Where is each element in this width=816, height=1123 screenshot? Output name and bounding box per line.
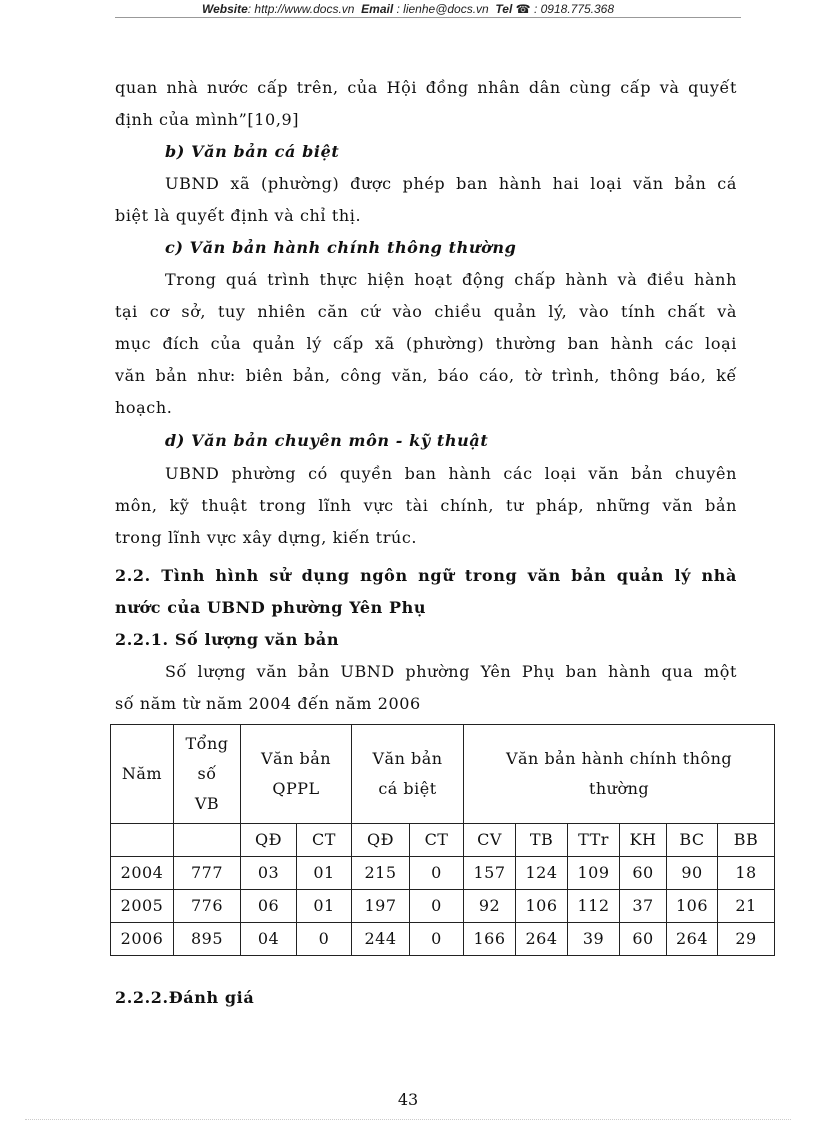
table-cell: 109 (568, 857, 620, 890)
subheader-cell: BC (667, 824, 718, 857)
body-line: Trong quá trình thực hiện hoạt động chấp hành và điều hành (165, 270, 737, 289)
body-line: quan nhà nước cấp trên, của Hội đồng nhân dân cùng cấp và quyết (115, 78, 737, 97)
subheader-cell: KH (620, 824, 667, 857)
tel-label: Tel (495, 2, 513, 16)
footer-divider (25, 1119, 791, 1120)
table-cell: 166 (464, 923, 516, 956)
section-heading-b: b) Văn bản cá biệt (165, 142, 340, 161)
section-heading-c: c) Văn bản hành chính thông thường (165, 238, 517, 257)
document-count-table (110, 724, 775, 956)
tel-value: : 0918.775.368 (533, 2, 615, 16)
body-line: định của mình”[10,9] (115, 110, 300, 129)
body-line: UBND xã (phường) được phép ban hành hai loại văn bản cá (165, 174, 737, 193)
table-cell: 37 (620, 890, 667, 923)
table-cell: 215 (352, 857, 410, 890)
body-line: Số lượng văn bản UBND phường Yên Phụ ban hành qua một (165, 662, 737, 681)
website-value: : http://www.docs.vn (247, 2, 355, 16)
section-heading-2-2-2: 2.2.2.Đánh giá (115, 988, 255, 1007)
website-label: Website (201, 2, 248, 16)
table-cell: 264 (667, 923, 718, 956)
subheader-cell: TTr (568, 824, 620, 857)
subheader-cell: CV (464, 824, 516, 857)
table-cell: 895 (174, 923, 241, 956)
section-heading-2-2: 2.2. Tình hình sử dụng ngôn ngữ trong văn bản quản lý nhà (115, 566, 737, 585)
email-value: : lienhe@docs.vn (396, 2, 489, 16)
body-line: hoạch. (115, 398, 173, 417)
table-cell: 06 (241, 890, 297, 923)
header-hanh-chinh: Văn bản hành chính thông thường (464, 725, 775, 824)
table-cell: 29 (718, 923, 775, 956)
table-header-row (111, 725, 775, 824)
table-cell: 106 (667, 890, 718, 923)
subheader-cell: CT (297, 824, 352, 857)
table-cell: 157 (464, 857, 516, 890)
table-cell: 106 (516, 890, 568, 923)
body-line: UBND phường có quyền ban hành các loại văn bản chuyên (165, 464, 737, 483)
page-header (0, 2, 816, 16)
table-cell: 0 (297, 923, 352, 956)
table-cell: 2005 (111, 890, 174, 923)
section-heading-2-2-1: 2.2.1. Số lượng văn bản (115, 630, 340, 649)
table-cell: 197 (352, 890, 410, 923)
table-cell: 124 (516, 857, 568, 890)
table-cell: 777 (174, 857, 241, 890)
section-heading-2-2-cont: nước của UBND phường Yên Phụ (115, 598, 427, 617)
header-qppl: Văn bản QPPL (241, 725, 352, 824)
page-number: 43 (397, 1090, 419, 1109)
table-cell: 776 (174, 890, 241, 923)
table-cell: 60 (620, 923, 667, 956)
table-cell: 90 (667, 857, 718, 890)
table-cell (174, 824, 241, 857)
table-cell: 21 (718, 890, 775, 923)
table-subheader-row (111, 824, 775, 857)
body-line: số năm từ năm 2004 đến năm 2006 (115, 694, 421, 713)
body-line: tại cơ sở, tuy nhiên căn cứ vào chiều quản lý, vào tính chất và (115, 302, 737, 321)
email-label: Email (361, 2, 394, 16)
header-total: Tổng số VB (174, 725, 241, 824)
table-cell: 03 (241, 857, 297, 890)
table-cell: 04 (241, 923, 297, 956)
table-cell: 18 (718, 857, 775, 890)
section-heading-d: d) Văn bản chuyên môn - kỹ thuật (165, 431, 489, 450)
header-year: Năm (111, 725, 174, 824)
table-cell: 01 (297, 857, 352, 890)
table-cell: 2004 (111, 857, 174, 890)
subheader-cell: CT (410, 824, 464, 857)
phone-icon: ☎ (515, 2, 531, 16)
table-cell: 0 (410, 923, 464, 956)
table-cell: 0 (410, 857, 464, 890)
table-row (111, 857, 775, 890)
table-cell: 112 (568, 890, 620, 923)
header-divider (115, 17, 741, 18)
body-line: mục đích của quản lý cấp xã (phường) thường ban hành các loại (115, 334, 737, 353)
table-cell: 244 (352, 923, 410, 956)
body-line: biệt là quyết định và chỉ thị. (115, 206, 362, 225)
subheader-cell: BB (718, 824, 775, 857)
table-cell: 2006 (111, 923, 174, 956)
subheader-cell: QĐ (352, 824, 410, 857)
subheader-cell: QĐ (241, 824, 297, 857)
body-line: trong lĩnh vực xây dựng, kiến trúc. (115, 528, 418, 547)
table-cell: 0 (410, 890, 464, 923)
header-ca-biet: Văn bản cá biệt (352, 725, 464, 824)
table-cell: 39 (568, 923, 620, 956)
table-cell: 92 (464, 890, 516, 923)
table-row (111, 923, 775, 956)
table-cell: 60 (620, 857, 667, 890)
table-cell (111, 824, 174, 857)
body-line: môn, kỹ thuật trong lĩnh vực tài chính, tư pháp, những văn bản (115, 496, 737, 515)
table-row (111, 890, 775, 923)
body-line: văn bản như: biên bản, công văn, báo cáo, tờ trình, thông báo, kế (115, 366, 737, 385)
subheader-cell: TB (516, 824, 568, 857)
table-cell: 264 (516, 923, 568, 956)
table-cell: 01 (297, 890, 352, 923)
